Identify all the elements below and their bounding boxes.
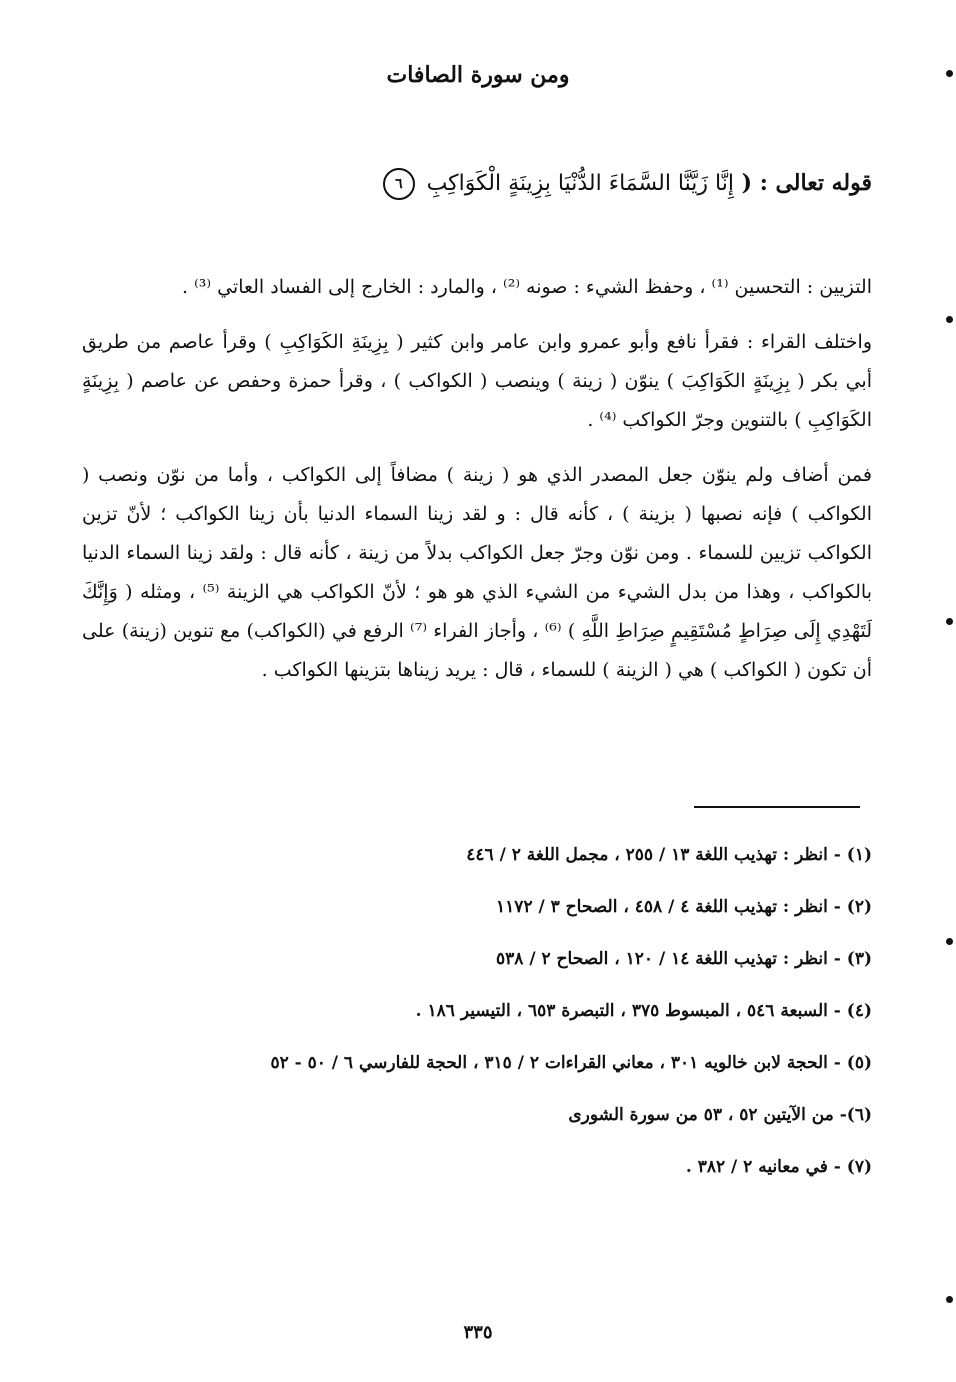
footnotes [82, 840, 872, 1204]
paragraph-definitions: التزيين : التحسين ⁽¹⁾ ، وحفظ الشيء : صونه ⁽²⁾ ، والمارد : الخارج إلى الفساد العاتي ⁽³⁾ . [181, 276, 872, 298]
footnote-1: (١) - انظر : تهذيب اللغة ١٣ / ٢٥٥ ، مجمل اللغة ٢ / ٤٤٦ [466, 845, 872, 865]
binding-hole-mark [946, 938, 953, 945]
footnote-6: (٦)- من الآيتين ٥٢ ، ٥٣ من سورة الشورى [568, 1105, 872, 1125]
paragraph-readings: واختلف القراء : فقرأ نافع وأبو عمرو وابن عامر وابن كثير ( بِزِينَةِ الكَوَاكِبِ ) وقرأ عاصم من طريق أبي بكر ( بِزِينَةٍ الكَوَاكِبَ ) ينوّن ( زينة ) وينصب ( الكواكب ) ، وقرأ حمزة وحفص عن عاصم ( بِزِينَةٍ الكَوَاكِبِ ) بالتنوين وجرّ الكواكب ⁽⁴⁾ . [82, 331, 872, 431]
verse-line [383, 168, 872, 200]
commentary-body [82, 268, 872, 706]
verse-intro: قوله تعالى : ( [741, 170, 872, 196]
binding-hole-mark [946, 1296, 953, 1303]
footnote-5: (٥) - الحجة لابن خالويه ٣٠١ ، معاني القراءات ٢ / ٣١٥ ، الحجة للفارسي ٦ / ٥٠ - ٥٢ [270, 1053, 872, 1073]
binding-hole-mark [946, 618, 953, 625]
page-number: ٣٣٥ [463, 1322, 493, 1343]
binding-hole-mark [946, 316, 953, 323]
footnote-separator [694, 806, 860, 808]
quran-verse: إِنَّا زَيَّنَّا السَّمَاءَ الدُّنْيَا بِزِينَةٍ الْكَوَاكِبِ [426, 171, 734, 196]
footnote-2: (٢) - انظر : تهذيب اللغة ٤ / ٤٥٨ ، الصحاح ٣ / ١١٧٢ [496, 897, 872, 917]
ayah-number-marker: ٦ [383, 168, 415, 200]
footnote-4: (٤) - السبعة ٥٤٦ ، المبسوط ٣٧٥ ، التبصرة ٦٥٣ ، التيسير ١٨٦ . [415, 1001, 872, 1021]
surah-heading: ومن سورة الصافات [386, 62, 570, 88]
paragraph-grammar: فمن أضاف ولم ينوّن جعل المصدر الذي هو ( زينة ) مضافاً إلى الكواكب ، وأما من نوّن ونصب ( الكواكب ) فإنه نصبها ( بزينة ) ، كأنه قال : و لقد زينا السماء الدنيا بأن زينا الكواكب ؛ لأنّ تزين الكواكب تزيين للسماء . ومن نوّن وجرّ جعل الكواكب بدلاً من زينة ، كأنه قال : ولقد زينا السماء الدنيا بالكواكب ، وهذا من بدل الشيء من الشيء الذي هو هو ؛ لأنّ الكواكب هي الزينة ⁽⁵⁾ ، ومثله ( وَإِنَّكَ لَتَهْدِي إِلَى صِرَاطٍ مُسْتَقِيمٍ صِرَاطِ اللَّهِ ) ⁽⁶⁾ ، وأجاز الفراء ⁽⁷⁾ الرفع في (الكواكب) مع تنوين (زينة) على أن تكون ( الكواكب ) هي ( الزينة ) للسماء ، قال : يريد زيناها بتزينها الكواكب . [82, 464, 873, 681]
footnote-3: (٣) - انظر : تهذيب اللغة ١٤ / ١٢٠ ، الصحاح ٢ / ٥٣٨ [496, 949, 872, 969]
footnote-7: (٧) - في معانيه ٢ / ٣٨٢ . [685, 1157, 872, 1177]
binding-hole-mark [946, 70, 953, 77]
